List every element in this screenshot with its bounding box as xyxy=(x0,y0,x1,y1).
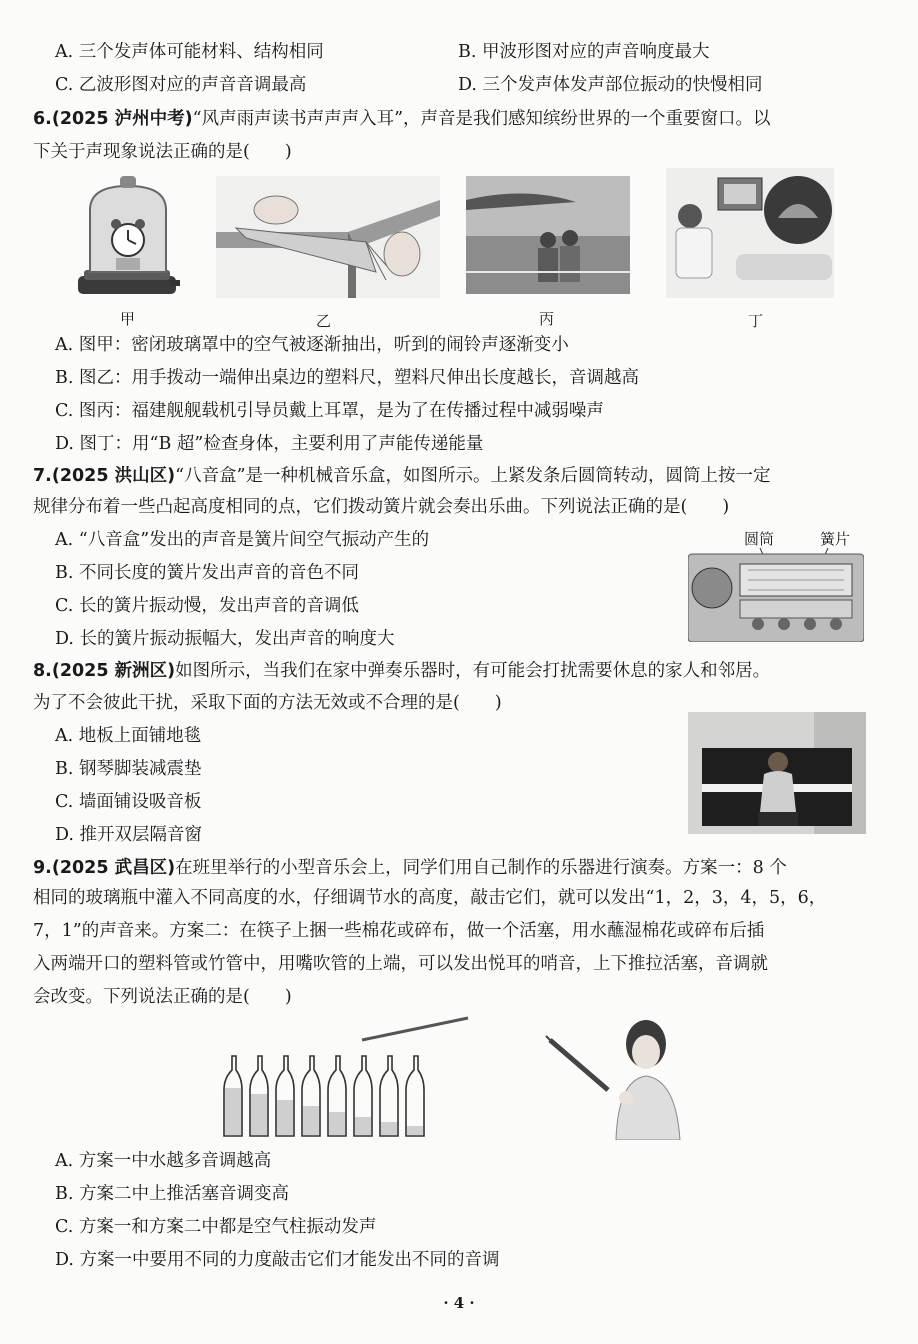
q7-option-d: D. 长的簧片振动振幅大，发出声音的响度大 xyxy=(55,629,395,649)
bottles-figure xyxy=(222,1014,472,1140)
q7-option-a: A. “八音盒”发出的声音是簧片间空气振动产生的 xyxy=(55,530,430,550)
figure-label-yi: 乙 xyxy=(316,312,332,330)
q6-option-d: D. 图丁：用“B 超”检查身体，主要利用了声能传递能量 xyxy=(55,434,484,454)
q8-option-d: D. 推开双层隔音窗 xyxy=(55,825,203,845)
piano-figure xyxy=(688,712,866,834)
figure-label-bing: 丙 xyxy=(539,310,555,328)
q5-option-a: A. 三个发声体可能材料、结构相同 xyxy=(55,42,324,62)
q9-stem-line-4: 入两端开口的塑料管或竹管中，用嘴吹管的上端，可以发出悦耳的哨音，上下推拉活塞，音调就 xyxy=(33,954,768,974)
q9-option-c: C. 方案一和方案二中都是空气柱振动发声 xyxy=(55,1217,377,1237)
q9-option-d: D. 方案一中要用不同的力度敲击它们才能发出不同的音调 xyxy=(55,1250,500,1270)
q7-option-b: B. 不同长度的簧片发出声音的音色不同 xyxy=(55,563,359,583)
q7-option-c: C. 长的簧片振动慢，发出声音的音调低 xyxy=(55,596,359,616)
figure-label-jia: 甲 xyxy=(120,310,136,328)
q7-stem-line-2: 规律分布着一些凸起高度相同的点，它们拨动簧片就会奏出乐曲。下列说法正确的是( ) xyxy=(33,497,730,517)
q5-option-d: D. 三个发声体发声部位振动的快慢相同 xyxy=(458,75,763,95)
ruler-table-figure xyxy=(216,176,440,298)
q8-option-a: A. 地板上面铺地毯 xyxy=(55,726,202,746)
q8-number: 8. xyxy=(33,661,52,681)
q7-number: 7. xyxy=(33,466,52,486)
page-number: · 4 · xyxy=(443,1294,475,1312)
music-box-label-reed: 簧片 xyxy=(820,530,851,548)
q8-option-b: B. 钢琴脚装减震垫 xyxy=(55,759,202,779)
q6-option-a: A. 图甲：密闭玻璃罩中的空气被逐渐抽出，听到的闹铃声逐渐变小 xyxy=(55,335,569,355)
q9-stem-line-2: 相同的玻璃瓶中灌入不同高度的水，仔细调节水的高度，敲击它们，就可以发出“1，2，3，4，5，6， xyxy=(33,888,827,908)
q9-stem-line-3: 7，1”的声音来。方案二：在筷子上捆一些棉花或碎布，做一个活塞，用水蘸湿棉花或碎布后插 xyxy=(33,921,765,941)
q6-source: (2025 泸州中考) xyxy=(51,109,193,129)
q9-option-a: A. 方案一中水越多音调越高 xyxy=(55,1151,272,1171)
q6-stem-line-2: 下关于声现象说法正确的是( ) xyxy=(33,142,292,162)
q9-stem-line-1: 9.(2025 武昌区)在班里举行的小型音乐会上，同学们用自己制作的乐器进行演奏。方案一：8 个 xyxy=(33,858,787,878)
ultrasound-figure xyxy=(666,168,834,298)
q9-option-b: B. 方案二中上推活塞音调变高 xyxy=(55,1184,289,1204)
figure-label-ding: 丁 xyxy=(748,312,764,330)
q6-number: 6. xyxy=(33,109,52,129)
q7-source: (2025 洪山区) xyxy=(51,466,176,486)
q8-option-c: C. 墙面铺设吸音板 xyxy=(55,792,202,812)
q8-source: (2025 新洲区) xyxy=(51,661,176,681)
deck-crew-figure xyxy=(466,176,630,294)
music-box-figure xyxy=(688,548,864,642)
q6-option-c: C. 图丙：福建舰舰载机引导员戴上耳罩，是为了在传播过程中减弱噪声 xyxy=(55,401,604,421)
q5-option-c: C. 乙波形图对应的声音音调最高 xyxy=(55,75,307,95)
bell-jar-figure xyxy=(76,172,180,298)
q9-source: (2025 武昌区) xyxy=(51,858,176,878)
music-box-label-cylinder: 圆筒 xyxy=(744,530,775,548)
q9-number: 9. xyxy=(33,858,52,878)
q7-stem-line-1: 7.(2025 洪山区)“八音盒”是一种机械音乐盒，如图所示。上紧发条后圆筒转动，圆筒上按一定 xyxy=(33,466,771,486)
q5-option-b: B. 甲波形图对应的声音响度最大 xyxy=(458,42,710,62)
q8-stem-line-1: 8.(2025 新洲区)如图所示，当我们在家中弹奏乐器时，有可能会打扰需要休息的家人和邻居。 xyxy=(33,661,771,681)
whistle-girl-figure xyxy=(544,1014,684,1140)
q6-stem-line-1: 6.(2025 泸州中考)“风声雨声读书声声声入耳”，声音是我们感知缤纷世界的一个重要窗口。以 xyxy=(33,109,771,129)
q8-stem-line-2: 为了不会彼此干扰，采取下面的方法无效或不合理的是( ) xyxy=(33,693,502,713)
q9-stem-line-5: 会改变。下列说法正确的是( ) xyxy=(33,987,292,1007)
q6-option-b: B. 图乙：用手拨动一端伸出桌边的塑料尺，塑料尺伸出长度越长，音调越高 xyxy=(55,368,639,388)
